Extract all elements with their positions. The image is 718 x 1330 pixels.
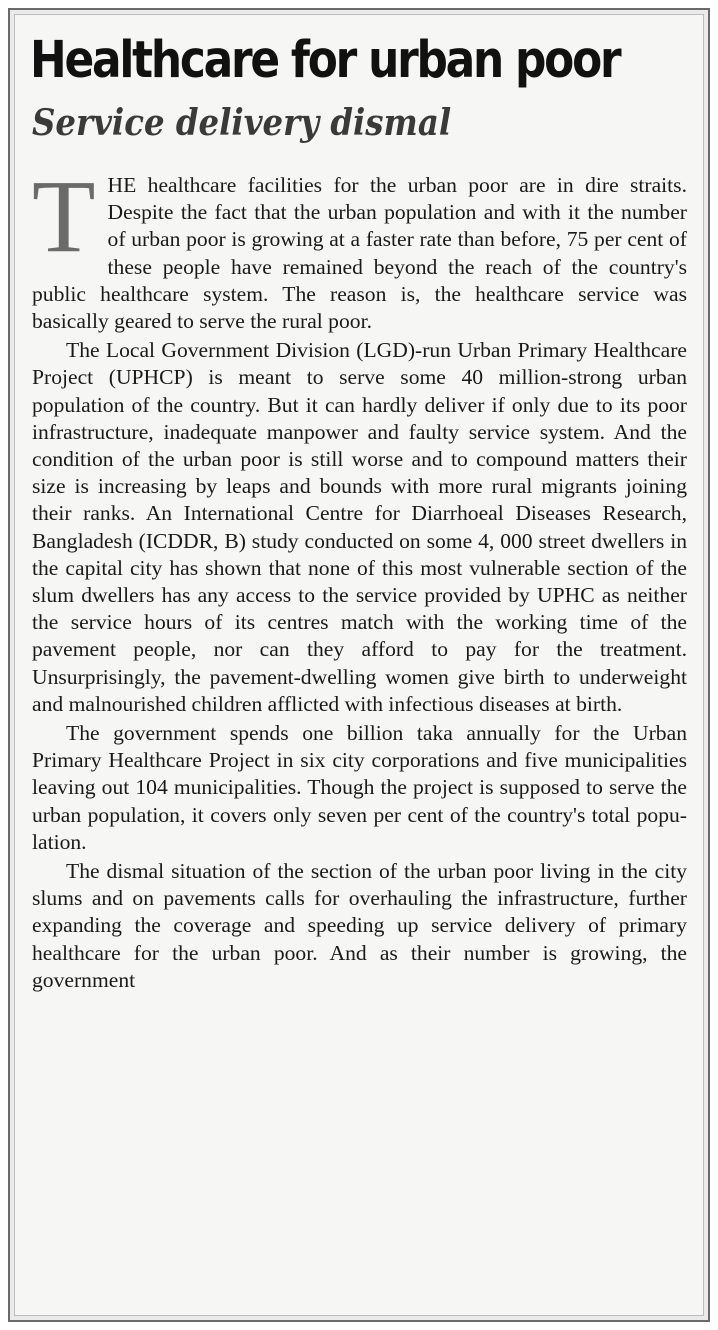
- lead-paragraph-text: HE healthcare facilities for the urban poor are in dire straits. Despite the fact that the urban population and with it the number of urban poor is growing at a faster rate than before, 75 per cent of these people have remained beyond the reach of the country's public healthcare system. The reason is, the healthcare service was basically geared to serve the rural poor.: [32, 173, 687, 334]
- body-paragraph-2: The government spends one billion taka annually for the Urban Primary Healthcare Project in six city corporations and five municipalities leaving out 104 municipalities. Though the project is supposed to serve the urban population, it covers only seven per cent of the country's total population.: [32, 721, 687, 854]
- article-subheadline: Service delivery dismal: [32, 102, 452, 144]
- article-body: [32, 159, 687, 996]
- lead-paragraph: [32, 159, 687, 335]
- newspaper-clipping: [8, 8, 710, 1322]
- drop-cap: T: [32, 159, 96, 274]
- article-headline: Healthcare for urban poor: [30, 31, 620, 90]
- body-paragraph-3: The dismal situation of the section of the urban poor living in the city slums and on pavements calls for overhauling the infrastructure, further expanding the coverage and speeding up service delivery of primary healthcare for the urban poor. And as their number is growing, the government: [32, 859, 687, 992]
- body-paragraph-1: The Local Government Division (LGD)-run Urban Primary Healthcare Project (UPHCP) is meant to serve some 40 million-strong urban population of the country. But it can hardly deliver if only due to its poor infrastructure, inadequate manpower and faulty service system. And the condition of the urban poor is still worse and to compound matters their size is increasing by leaps and bounds with more rural migrants joining their ranks. An International Centre for Diarrhoeal Diseases Research, Bangladesh (ICDDR, B) study conducted on some 4, 000 street dwellers in the capital city has shown that none of this most vulnerable section of the slum dwellers has any access to the service provided by UPHC as neither the service hours of its centres match with the working time of the pavement people, nor can they afford to pay for the treatment. Unsurprisingly, the pavement-dwelling women give birth to underweight and malnourished children afflicted with infectious diseases at birth.: [32, 338, 687, 716]
